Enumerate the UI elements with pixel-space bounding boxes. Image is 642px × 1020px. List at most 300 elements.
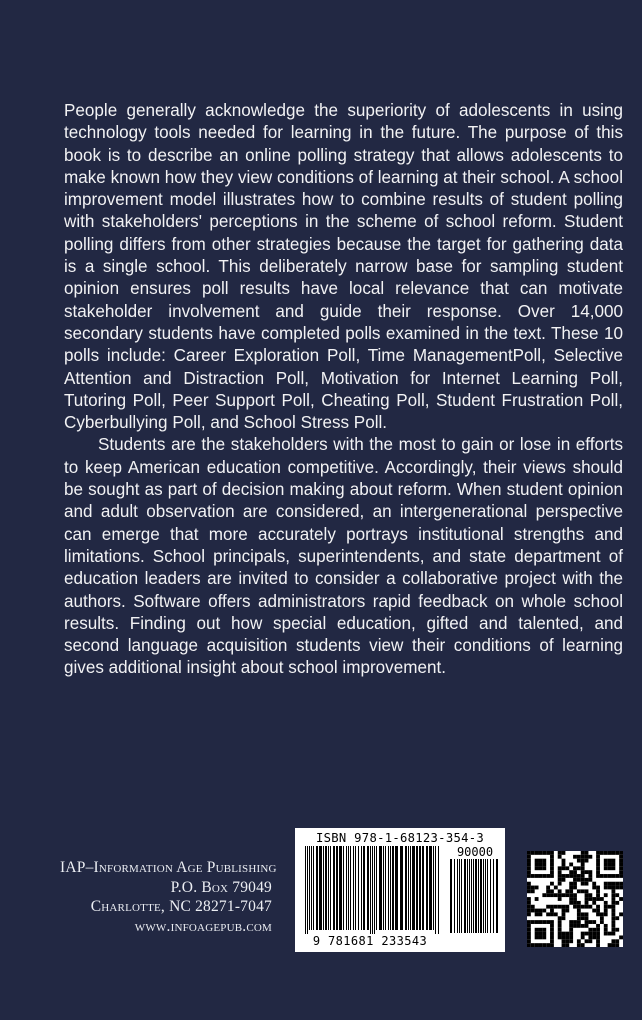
qr-module <box>611 920 615 924</box>
qr-module <box>565 939 569 943</box>
qr-module <box>539 863 543 867</box>
qr-module <box>596 851 600 855</box>
qr-module <box>542 928 546 932</box>
qr-module <box>535 943 539 947</box>
qr-module <box>535 866 539 870</box>
qr-module <box>596 859 600 863</box>
qr-module <box>596 866 600 870</box>
qr-module <box>550 863 554 867</box>
qr-module <box>550 866 554 870</box>
qr-module <box>539 874 543 878</box>
qr-module <box>611 912 615 916</box>
qr-module <box>608 943 612 947</box>
qr-module <box>611 874 615 878</box>
qr-module <box>562 859 566 863</box>
qr-module <box>608 874 612 878</box>
qr-module <box>562 905 566 909</box>
qr-module <box>558 889 562 893</box>
qr-module <box>611 851 615 855</box>
qr-module <box>569 897 573 901</box>
qr-module <box>577 866 581 870</box>
qr-module <box>581 943 585 947</box>
qr-module <box>527 897 531 901</box>
qr-module <box>577 920 581 924</box>
qr-module <box>577 905 581 909</box>
barcode-bar <box>361 846 362 930</box>
qr-module <box>581 863 585 867</box>
qr-module <box>573 886 577 890</box>
back-cover-blurb <box>64 100 623 680</box>
barcode-bar <box>348 846 349 930</box>
barcode-bar <box>467 859 468 933</box>
qr-module <box>585 893 589 897</box>
qr-module <box>611 893 615 897</box>
qr-module <box>554 886 558 890</box>
qr-module <box>535 874 539 878</box>
qr-module <box>588 905 592 909</box>
qr-module <box>604 932 608 936</box>
barcode-bar <box>330 846 331 930</box>
qr-module <box>604 905 608 909</box>
qr-module <box>527 901 531 905</box>
qr-module <box>535 859 539 863</box>
qr-module <box>592 920 596 924</box>
qr-module <box>585 905 589 909</box>
qr-module <box>558 928 562 932</box>
qr-module <box>569 935 573 939</box>
qr-module <box>600 851 604 855</box>
qr-module <box>581 878 585 882</box>
qr-module <box>596 893 600 897</box>
qr-module <box>604 863 608 867</box>
qr-module <box>562 939 566 943</box>
qr-module <box>527 855 531 859</box>
qr-module <box>562 912 566 916</box>
qr-module <box>596 924 600 928</box>
qr-module <box>592 901 596 905</box>
qr-module <box>562 932 566 936</box>
qr-module <box>539 851 543 855</box>
qr-module <box>527 905 531 909</box>
qr-module <box>527 866 531 870</box>
qr-module <box>611 886 615 890</box>
qr-module <box>611 863 615 867</box>
qr-module <box>546 889 550 893</box>
qr-module <box>581 882 585 886</box>
barcode-bar <box>385 846 386 930</box>
barcode-bar <box>408 846 409 930</box>
qr-module <box>527 870 531 874</box>
qr-module <box>558 870 562 874</box>
qr-module <box>558 935 562 939</box>
qr-module <box>585 851 589 855</box>
qr-module <box>569 939 573 943</box>
qr-module <box>581 889 585 893</box>
qr-module <box>562 943 566 947</box>
qr-module <box>585 901 589 905</box>
barcode-bar <box>343 846 344 930</box>
barcode-bar <box>450 859 452 933</box>
qr-module <box>573 893 577 897</box>
qr-module <box>531 874 535 878</box>
qr-module <box>531 905 535 909</box>
qr-module <box>539 866 543 870</box>
qr-module <box>546 912 550 916</box>
qr-module <box>581 932 585 936</box>
qr-module <box>577 855 581 859</box>
qr-module <box>558 893 562 897</box>
qr-module <box>619 882 623 886</box>
qr-module <box>573 920 577 924</box>
barcode-bar <box>307 846 308 934</box>
qr-module <box>565 909 569 913</box>
qr-module <box>581 916 585 920</box>
qr-module <box>577 909 581 913</box>
publisher-name: IAP–Information Age Publishing <box>60 859 277 876</box>
qr-module <box>585 939 589 943</box>
qr-module <box>527 909 531 913</box>
qr-module <box>611 889 615 893</box>
qr-module <box>611 901 615 905</box>
qr-module <box>535 920 539 924</box>
qr-module <box>573 866 577 870</box>
qr-module <box>569 901 573 905</box>
qr-module <box>550 924 554 928</box>
qr-module <box>611 859 615 863</box>
qr-module <box>562 935 566 939</box>
barcode-bar <box>370 846 371 934</box>
qr-module <box>585 878 589 882</box>
qr-module <box>546 943 550 947</box>
qr-module <box>611 909 615 913</box>
qr-module <box>585 870 589 874</box>
qr-module <box>585 889 589 893</box>
qr-module <box>531 889 535 893</box>
qr-module <box>527 886 531 890</box>
qr-module <box>619 866 623 870</box>
qr-module <box>604 893 608 897</box>
qr-module <box>565 905 569 909</box>
qr-module <box>608 905 612 909</box>
barcode-bar <box>490 859 491 933</box>
qr-module <box>608 863 612 867</box>
qr-module <box>588 893 592 897</box>
qr-module <box>527 920 531 924</box>
barcode-bar <box>496 859 498 933</box>
qr-module <box>535 863 539 867</box>
qr-module <box>550 851 554 855</box>
barcode-bar <box>400 846 403 930</box>
qr-module <box>565 935 569 939</box>
qr-module <box>550 932 554 936</box>
qr-module <box>577 916 581 920</box>
qr-module <box>554 893 558 897</box>
barcode-bar <box>392 846 394 930</box>
qr-module <box>615 893 619 897</box>
qr-module <box>535 897 539 901</box>
qr-module <box>527 924 531 928</box>
qr-module <box>608 851 612 855</box>
qr-module <box>550 943 554 947</box>
qr-module <box>542 935 546 939</box>
qr-code-icon <box>527 851 623 947</box>
barcode-bar <box>475 859 477 933</box>
qr-module <box>569 920 573 924</box>
qr-module <box>531 943 535 947</box>
qr-module <box>539 943 543 947</box>
qr-module <box>588 878 592 882</box>
qr-module <box>562 893 566 897</box>
qr-module <box>596 932 600 936</box>
qr-module <box>558 878 562 882</box>
qr-module <box>562 878 566 882</box>
qr-module <box>600 897 604 901</box>
qr-module <box>535 912 539 916</box>
addon-digits: 90000 <box>456 845 494 859</box>
qr-module <box>531 851 535 855</box>
qr-module <box>542 920 546 924</box>
qr-module <box>554 912 558 916</box>
barcode-bar <box>410 846 411 930</box>
qr-module <box>542 943 546 947</box>
qr-module <box>600 912 604 916</box>
barcode-bar <box>459 859 460 933</box>
qr-module <box>565 893 569 897</box>
qr-module <box>592 928 596 932</box>
qr-module <box>527 943 531 947</box>
qr-module <box>569 932 573 936</box>
qr-module <box>615 882 619 886</box>
qr-module <box>585 912 589 916</box>
qr-module <box>550 889 554 893</box>
qr-module <box>577 859 581 863</box>
qr-module <box>550 935 554 939</box>
qr-module <box>596 870 600 874</box>
qr-module <box>562 866 566 870</box>
qr-module <box>573 905 577 909</box>
qr-module <box>539 935 543 939</box>
barcode-bar <box>422 846 424 930</box>
qr-module <box>558 924 562 928</box>
qr-module <box>539 912 543 916</box>
qr-module <box>588 932 592 936</box>
qr-module <box>619 935 623 939</box>
qr-module <box>619 851 623 855</box>
ean-digits: 9 781681 233543 <box>312 934 428 948</box>
barcode-bar <box>328 846 329 930</box>
qr-module <box>569 924 573 928</box>
barcode-bar <box>469 859 470 933</box>
qr-module <box>592 897 596 901</box>
qr-module <box>546 920 550 924</box>
barcode-bar <box>390 846 391 930</box>
qr-module <box>562 909 566 913</box>
barcode-bar <box>333 846 335 930</box>
qr-module <box>562 916 566 920</box>
qr-module <box>596 909 600 913</box>
qr-module <box>619 912 623 916</box>
barcode-bar <box>350 846 351 930</box>
isbn-label: ISBN 978-1-68123-354-3 <box>315 831 485 845</box>
qr-module <box>600 920 604 924</box>
barcode-bar <box>388 846 389 930</box>
barcode-bar <box>454 859 455 933</box>
qr-module <box>619 870 623 874</box>
qr-module <box>531 886 535 890</box>
qr-module <box>588 870 592 874</box>
qr-module <box>565 889 569 893</box>
qr-module <box>569 882 573 886</box>
qr-module <box>581 851 585 855</box>
publisher-city: Charlotte, NC 28271-7047 <box>90 898 272 915</box>
barcode-bar <box>405 846 407 930</box>
qr-module <box>604 851 608 855</box>
qr-module <box>542 863 546 867</box>
qr-module <box>542 866 546 870</box>
qr-module <box>573 855 577 859</box>
qr-module <box>611 928 615 932</box>
barcode-bar <box>305 846 306 934</box>
blurb-paragraph-1: People generally acknowledge the superiority of adolescents in using technology tools needed for learning in the future. The purpose of this book is to describe an online polling strategy that allows adolescents to make known how they view conditions of learning at their school. A school improvement model illustrates how to combine results of student polling with stakeholders' perceptions in the scheme of school reform. Student polling differs from other strategies because the target for gathering data is a single school. This deliberately narrow base for sampling student opinion ensures poll results have local relevance that can motivate stakeholder involvement and guide their response. Over 14,000 secondary students have completed polls examined in the text. These 10 polls include: Career Exploration Poll, Time ManagementPoll, Selective Attention and Distraction Poll, Motivation for Internet Learning Poll, Tutoring Poll, Peer Support Poll, Cheating Poll, Student Frustration Poll, Cyberbullying Poll, and School Stress Poll. <box>64 101 623 433</box>
qr-module <box>527 863 531 867</box>
qr-module <box>611 916 615 920</box>
qr-module <box>604 912 608 916</box>
qr-module <box>615 939 619 943</box>
qr-module <box>573 878 577 882</box>
qr-module <box>539 932 543 936</box>
qr-module <box>581 935 585 939</box>
qr-module <box>600 874 604 878</box>
qr-module <box>608 886 612 890</box>
qr-module <box>550 909 554 913</box>
barcode-bar <box>372 846 373 934</box>
qr-module <box>596 889 600 893</box>
barcode-bar <box>457 859 458 933</box>
qr-module <box>542 859 546 863</box>
ean-barcode-bars <box>303 846 443 934</box>
qr-module <box>542 909 546 913</box>
qr-module <box>596 905 600 909</box>
qr-module <box>619 855 623 859</box>
barcode-bar <box>355 846 356 930</box>
qr-module <box>558 851 562 855</box>
barcode-bar <box>419 846 421 930</box>
qr-module <box>611 866 615 870</box>
qr-module <box>550 920 554 924</box>
qr-module <box>596 935 600 939</box>
publisher-po-box: P.O. Box 79049 <box>170 878 272 896</box>
barcode-bar <box>461 859 462 933</box>
qr-module <box>573 874 577 878</box>
qr-module <box>581 924 585 928</box>
barcode-bar <box>316 846 318 930</box>
qr-module <box>611 897 615 901</box>
qr-module <box>550 874 554 878</box>
barcode-bar <box>412 846 415 930</box>
qr-module <box>608 882 612 886</box>
qr-module <box>535 851 539 855</box>
barcode-bar <box>433 846 434 930</box>
qr-module <box>611 939 615 943</box>
qr-module <box>604 928 608 932</box>
publisher-website: www.infoagepub.com <box>134 917 272 935</box>
qr-module <box>581 912 585 916</box>
qr-module <box>608 932 612 936</box>
qr-module <box>585 859 589 863</box>
qr-module <box>619 886 623 890</box>
qr-module <box>592 935 596 939</box>
qr-module <box>577 912 581 916</box>
qr-module <box>596 855 600 859</box>
qr-module <box>577 924 581 928</box>
qr-module <box>596 897 600 901</box>
barcode-bar <box>353 846 354 930</box>
qr-module <box>558 932 562 936</box>
barcode-bar <box>464 859 466 933</box>
qr-module <box>577 889 581 893</box>
qr-module <box>619 859 623 863</box>
qr-module <box>585 920 589 924</box>
qr-module <box>550 870 554 874</box>
barcode-bar <box>426 846 428 930</box>
qr-module <box>562 863 566 867</box>
qr-module <box>585 932 589 936</box>
qr-module <box>542 932 546 936</box>
qr-module <box>554 905 558 909</box>
qr-module <box>542 893 546 897</box>
qr-module <box>588 939 592 943</box>
qr-module <box>581 905 585 909</box>
barcode-bar <box>336 846 338 930</box>
qr-module <box>596 912 600 916</box>
barcode-bar <box>438 846 439 934</box>
barcode-bar <box>339 846 342 930</box>
qr-module <box>577 943 581 947</box>
qr-module <box>569 893 573 897</box>
qr-module <box>527 882 531 886</box>
qr-module <box>588 897 592 901</box>
qr-module <box>592 882 596 886</box>
qr-module <box>615 928 619 932</box>
qr-module <box>573 901 577 905</box>
qr-module <box>527 874 531 878</box>
qr-module <box>581 855 585 859</box>
qr-module <box>558 920 562 924</box>
qr-module <box>558 905 562 909</box>
barcode-bar <box>323 846 324 930</box>
qr-module <box>619 897 623 901</box>
qr-module <box>604 901 608 905</box>
barcode-bar <box>395 846 398 930</box>
qr-module <box>531 920 535 924</box>
addon-barcode-bars <box>447 859 501 949</box>
qr-module <box>550 928 554 932</box>
qr-module <box>611 905 615 909</box>
qr-module <box>577 901 581 905</box>
qr-module <box>573 870 577 874</box>
barcode-bar <box>325 846 327 930</box>
qr-module <box>619 863 623 867</box>
qr-module <box>619 874 623 878</box>
publisher-info <box>60 858 277 936</box>
barcode-bar <box>487 859 488 933</box>
qr-module <box>535 909 539 913</box>
isbn-barcode <box>295 828 505 952</box>
qr-module <box>581 870 585 874</box>
barcode-bar <box>483 859 484 933</box>
qr-module <box>535 886 539 890</box>
qr-module <box>573 897 577 901</box>
